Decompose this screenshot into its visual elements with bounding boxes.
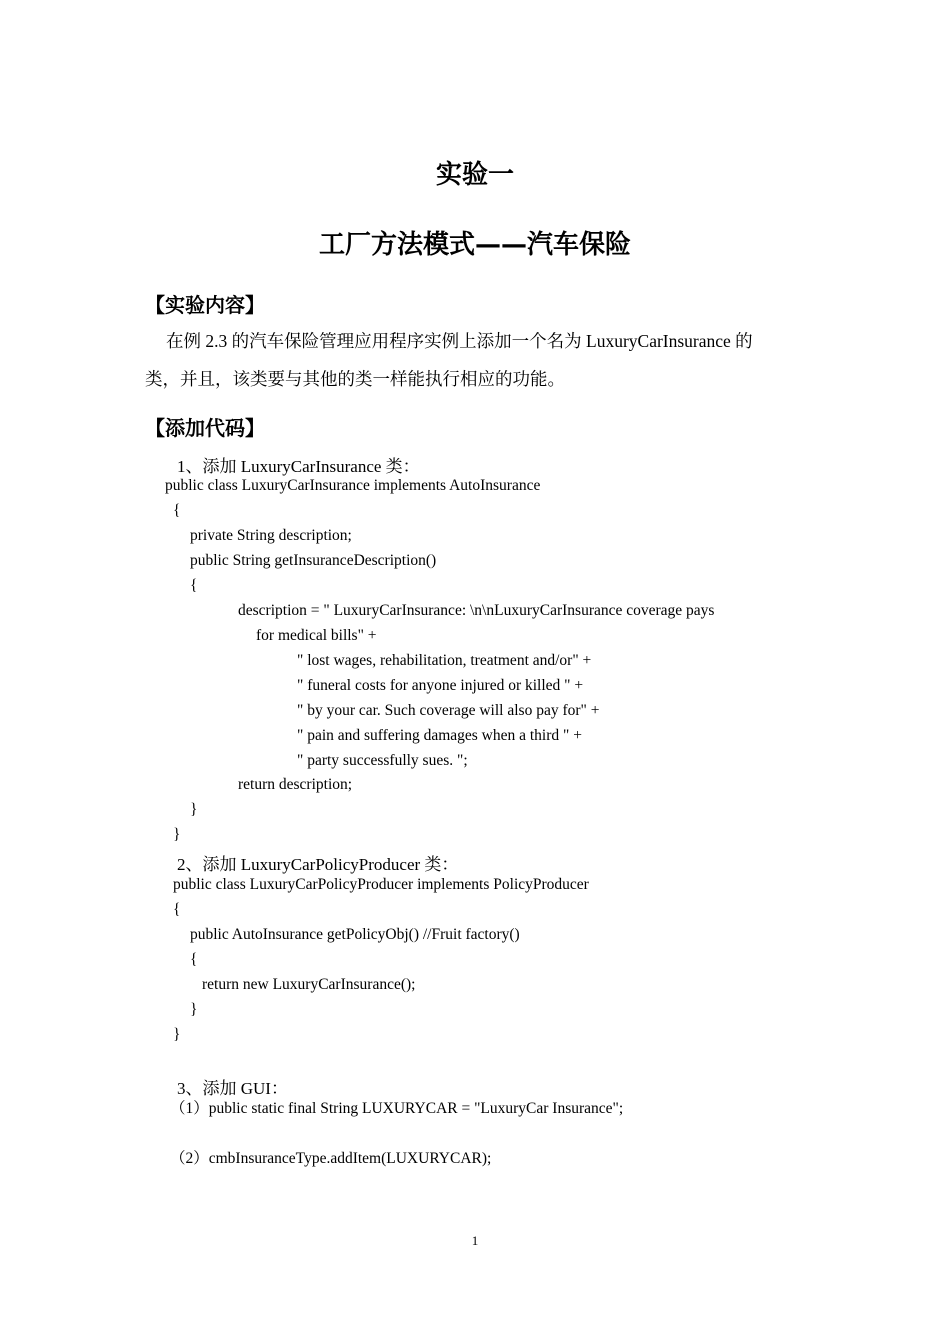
gui-item-2: （2）cmbInsuranceType.addItem(LUXURYCAR); [170,1150,492,1167]
code-line: public AutoInsurance getPolicyObj() //Fruit factory() [190,926,520,943]
code-line: description = " LuxuryCarInsurance: \n\nLuxuryCarInsurance coverage pays [238,602,715,619]
code-line: public class LuxuryCarInsurance implements AutoInsurance [165,477,541,494]
step2-label: 2、添加 LuxuryCarPolicyProducer 类： [177,855,459,874]
code-line: return new LuxuryCarInsurance(); [202,976,416,993]
code-line: { [173,901,181,918]
section-heading-content: 【实验内容】 [145,293,265,317]
page-number: 1 [471,1233,479,1248]
code-line: public class LuxuryCarPolicyProducer implements PolicyProducer [173,876,589,893]
code-line: " by your car. Such coverage will also pay for" + [297,702,600,719]
code-line: { [190,577,198,594]
code-line: { [190,951,198,968]
code-line: return description; [238,776,353,793]
code-line: } [173,1026,181,1043]
code-line: " funeral costs for anyone injured or killed " + [297,677,584,694]
step1-label: 1、添加 LuxuryCarInsurance 类： [177,457,420,476]
code-line: " lost wages, rehabilitation, treatment and/or" + [297,652,592,669]
code-line: { [173,502,181,519]
section-heading-code: 【添加代码】 [145,416,265,440]
code-line: " party successfully sues. "; [297,752,468,769]
code-line: private String description; [190,527,352,544]
code-line: " pain and suffering damages when a third " + [297,727,582,744]
content-paragraph-line-1: 在例 2.3 的汽车保险管理应用程序实例上添加一个名为 LuxuryCarInsurance 的 [166,331,753,351]
content-paragraph-line-2: 类，并且，该类要与其他的类一样能执行相应的功能。 [145,369,565,389]
document-title: 实验一 [435,160,514,190]
code-line: } [173,826,181,843]
code-line: } [190,1001,198,1018]
code-line: public String getInsuranceDescription() [190,552,437,569]
code-line: } [190,801,198,818]
document-subtitle: 工厂方法模式——汽车保险 [318,230,631,260]
gui-item-1: （1）public static final String LUXURYCAR = "LuxuryCar Insurance"; [170,1100,624,1117]
step3-label: 3、添加 GUI： [177,1079,288,1098]
code-line: for medical bills" + [256,627,377,644]
